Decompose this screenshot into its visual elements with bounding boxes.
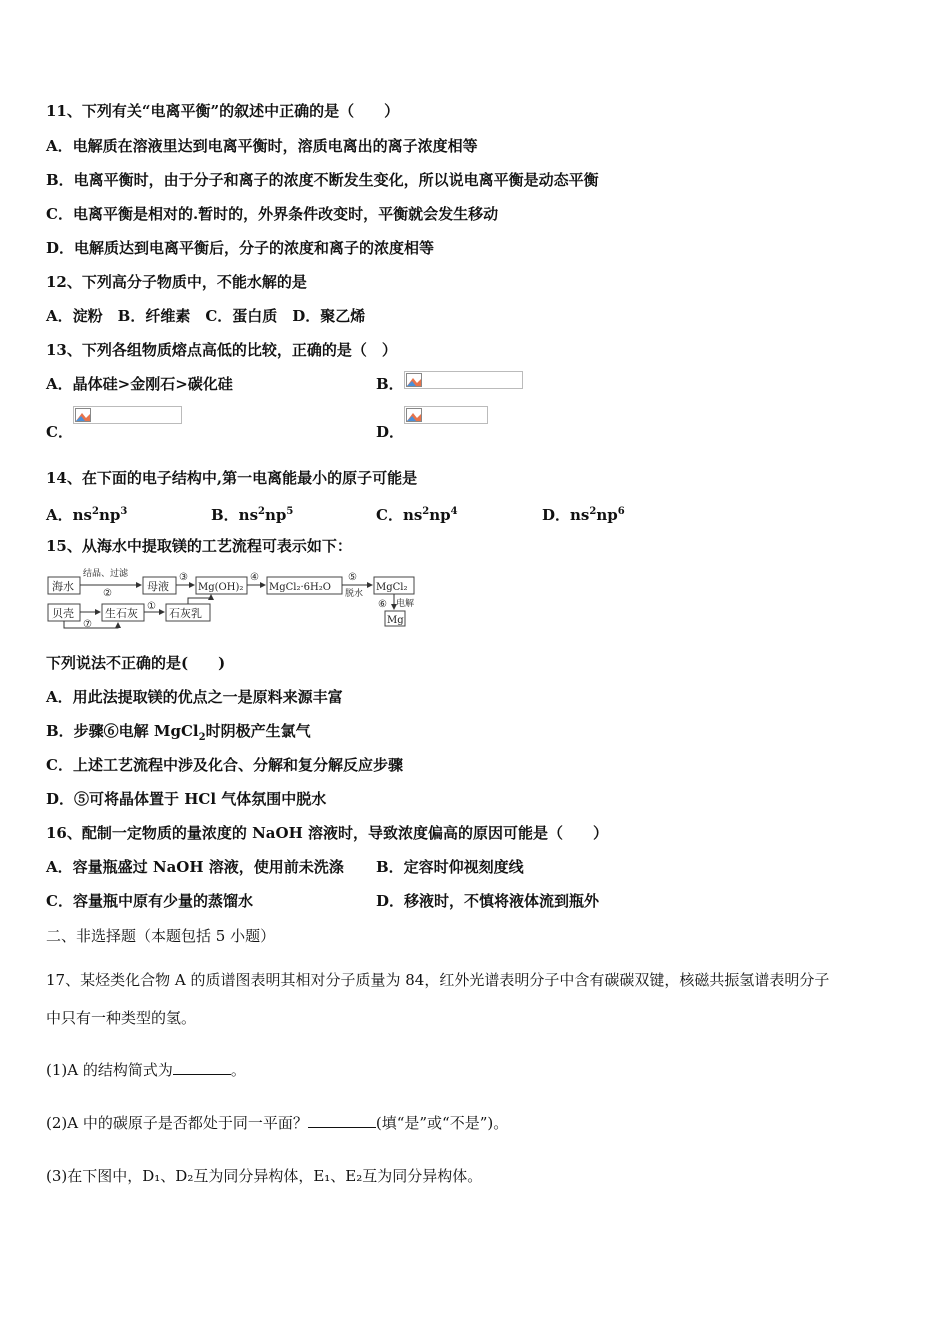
flow-mgcl2: MgCl₂ [376, 582, 408, 593]
q17-part1: (1)A 的结构简式为 。 [46, 1061, 246, 1079]
q14-option-a: A．$ns^2np^3$ [46, 506, 128, 524]
q11-option-d: D．电解质达到电离平衡后，分子的浓度和离子的浓度相等 [46, 239, 435, 257]
q17-stem-line1: 17、某烃类化合物 A 的质谱图表明其相对分子质量为 84，红外光谱表明分子中含有碳碳双键，核磁共振氢谱表明分子 [46, 971, 830, 989]
q12-options: A．淀粉 B．纤维素 C．蛋白质 D．聚乙烯 [46, 307, 366, 325]
flow-step2: ② [103, 588, 112, 599]
flow-seawater: 海水 [52, 580, 74, 593]
q15-option-a: A．用此法提取镁的优点之一是原料来源丰富 [46, 688, 343, 706]
flow-step3: ③ [179, 572, 188, 583]
q14-stem: 14、在下面的电子结构中,第一电离能最小的原子可能是 [46, 469, 418, 487]
q12-stem: 12、下列高分子物质中，不能水解的是 [46, 273, 307, 291]
q14-option-b: B．$ns^2np^5$ [211, 506, 294, 524]
flow-lime-milk: 石灰乳 [169, 607, 202, 620]
flow-electrolysis: 电解 [396, 599, 415, 609]
q15-sub-stem: 下列说法不正确的是( ) [46, 654, 226, 672]
q13-option-c-label: C． [46, 423, 73, 441]
q17-part1-blank[interactable] [173, 1060, 231, 1075]
flow-step5: ⑤ [348, 572, 357, 583]
q13-option-c-image [73, 406, 182, 424]
q15-stem: 15、从海水中提取镁的工艺流程可表示如下： [46, 537, 352, 555]
q14-option-d: D．$ns^2np^6$ [542, 506, 625, 524]
q13-option-b-label: B． [376, 375, 404, 393]
q11-option-b: B．电离平衡时，由于分子和离子的浓度不断发生变化，所以说电离平衡是动态平衡 [46, 171, 599, 189]
q11-stem: 11、下列有关“电离平衡”的叙述中正确的是（ ） [46, 102, 400, 120]
q17-part2-blank[interactable] [308, 1113, 376, 1128]
flow-mg: Mg [387, 615, 404, 626]
q17-part2: (2)A 中的碳原子是否都处于同一平面？ (填“是”或“不是”)。 [46, 1114, 509, 1132]
flow-step6: ⑥ [378, 599, 387, 610]
flow-cryst-filter: 结晶、过滤 [83, 569, 129, 579]
broken-image-icon [75, 408, 91, 422]
q16-option-b: B．定容时仰视刻度线 [376, 858, 524, 876]
q17-stem-line2: 中只有一种类型的氢。 [46, 1009, 197, 1027]
q16-option-d: D．移液时，不慎将液体流到瓶外 [376, 892, 600, 910]
flow-quicklime: 生石灰 [105, 607, 138, 620]
flow-step7: ⑦ [83, 619, 92, 630]
q13-option-d-image [404, 406, 488, 424]
q15-option-b: B．步骤⑥电解 MgCl$_2$时阴极产生氯气 [46, 722, 311, 743]
q16-stem: 16、配制一定物质的量浓度的 NaOH 溶液时，导致浓度偏高的原因可能是（ ） [46, 824, 608, 842]
flow-step1: ① [147, 601, 156, 612]
q11-option-c: C．电离平衡是相对的.暂时的，外界条件改变时，平衡就会发生移动 [46, 205, 499, 223]
q13-option-a: A．晶体硅>金刚石>碳化硅 [46, 375, 233, 393]
flow-mgoh2: Mg(OH)₂ [198, 582, 244, 593]
broken-image-icon [406, 373, 422, 387]
q13-option-d-label: D． [376, 423, 405, 441]
q16-option-a: A．容量瓶盛过 NaOH 溶液，使用前未洗涤 [46, 858, 344, 876]
q13-stem: 13、下列各组物质熔点高低的比较，正确的是（ ） [46, 341, 397, 359]
q15-option-d: D．⑤可将晶体置于 HCl 气体氛围中脱水 [46, 790, 327, 808]
broken-image-icon [406, 408, 422, 422]
q16-option-c: C．容量瓶中原有少量的蒸馏水 [46, 892, 253, 910]
flow-dehydrate: 脱水 [345, 589, 364, 599]
flow-step4: ④ [250, 572, 259, 583]
magnesium-process-flowchart [46, 568, 426, 630]
q14-option-c: C．$ns^2np^4$ [376, 506, 458, 524]
q17-part3: (3)在下图中，D₁、D₂互为同分异构体，E₁、E₂互为同分异构体。 [46, 1167, 483, 1185]
q15-option-c: C．上述工艺流程中涉及化合、分解和复分解反应步骤 [46, 756, 403, 774]
q11-option-a: A．电解质在溶液里达到电离平衡时，溶质电离出的离子浓度相等 [46, 137, 478, 155]
flow-mgcl2-6h2o: MgCl₂·6H₂O [269, 582, 331, 593]
q13-option-b-image [404, 371, 523, 389]
flow-mother-liquor: 母液 [147, 580, 169, 593]
flow-shell: 贝壳 [52, 607, 74, 620]
section-2-heading: 二、非选择题（本题包括 5 小题） [46, 927, 276, 945]
